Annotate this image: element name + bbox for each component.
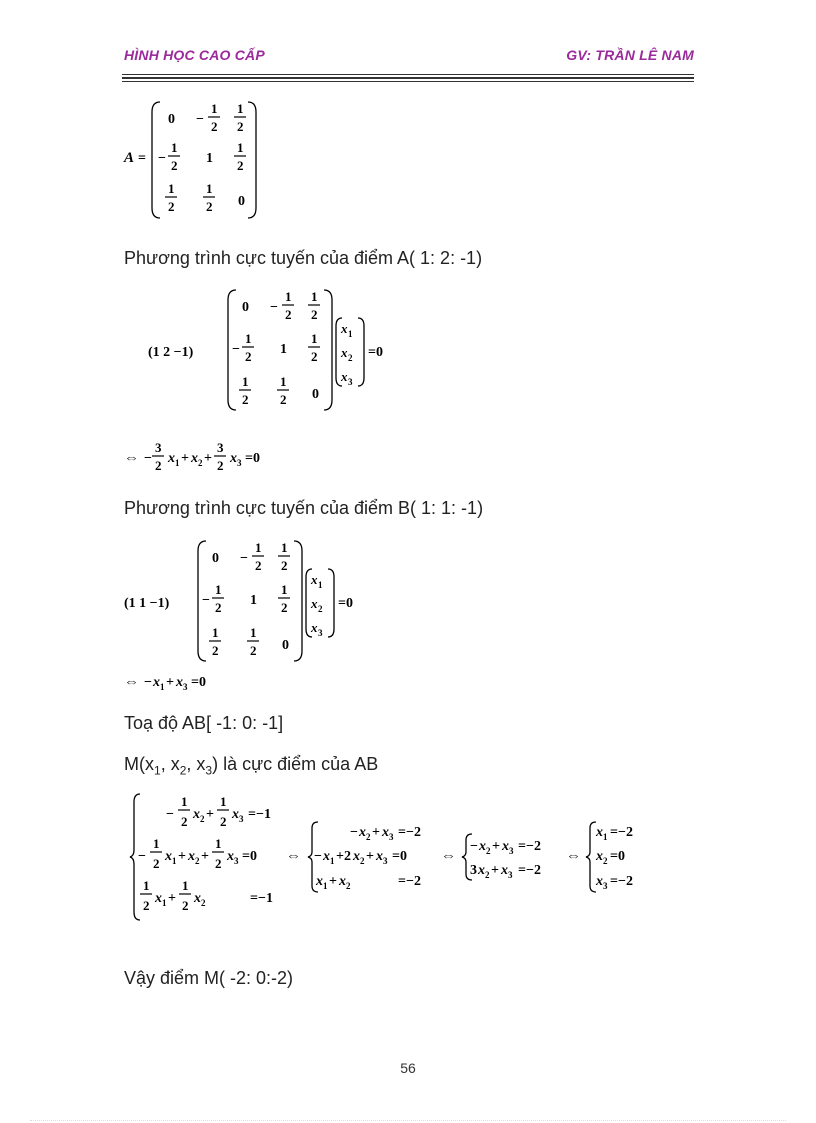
svg-text:=−1: =−1 <box>250 891 273 906</box>
svg-text:1: 1 <box>311 289 318 304</box>
svg-text:1: 1 <box>181 794 188 809</box>
svg-text:3: 3 <box>603 881 608 891</box>
svg-text:x: x <box>339 874 346 889</box>
svg-text:2: 2 <box>237 158 244 173</box>
svg-text:2: 2 <box>206 199 213 214</box>
svg-text:1: 1 <box>242 374 249 389</box>
svg-text:x: x <box>359 825 366 840</box>
svg-text:⇔: ⇔ <box>286 848 301 864</box>
svg-text:2: 2 <box>201 898 206 908</box>
svg-text:2: 2 <box>311 349 318 364</box>
svg-text:3: 3 <box>508 870 513 880</box>
svg-text:=−1: =−1 <box>248 807 271 822</box>
svg-text:2: 2 <box>485 870 490 880</box>
svg-text:x: x <box>479 839 486 854</box>
svg-text:1: 1 <box>215 582 222 597</box>
svg-text:+: + <box>206 807 214 822</box>
svg-text:2: 2 <box>181 814 188 829</box>
svg-text:0: 0 <box>312 387 319 402</box>
svg-text:0: 0 <box>212 551 219 566</box>
subscript: 3 <box>205 763 213 778</box>
svg-text:x: x <box>311 620 318 635</box>
svg-text:1: 1 <box>250 593 257 608</box>
svg-text:x: x <box>376 849 383 864</box>
svg-text:=−2: =−2 <box>518 863 541 878</box>
svg-text:−: − <box>166 807 174 822</box>
svg-text:3: 3 <box>155 440 162 455</box>
svg-text:2: 2 <box>280 392 287 407</box>
svg-text:+: + <box>372 825 380 840</box>
svg-text:=0: =0 <box>610 849 625 864</box>
svg-text:2: 2 <box>215 856 222 871</box>
svg-text:=0: =0 <box>245 451 260 466</box>
svg-text:1: 1 <box>603 832 608 842</box>
header-rule <box>122 81 694 82</box>
svg-text:3: 3 <box>237 458 242 468</box>
svg-text:2: 2 <box>198 458 203 468</box>
svg-text:−: − <box>270 300 278 315</box>
svg-text:3: 3 <box>389 832 394 842</box>
svg-text:−: − <box>314 849 322 864</box>
page-number: 56 <box>400 1060 416 1076</box>
paragraph-polar-a: Phương trình cực tuyến của điểm A( 1: 2: -1) <box>124 248 483 268</box>
header-author: GV: TRẦN LÊ NAM <box>566 47 694 63</box>
svg-text:⇔: ⇔ <box>124 674 139 690</box>
svg-text:1: 1 <box>215 836 222 851</box>
svg-text:x: x <box>501 863 508 878</box>
svg-text:+: + <box>168 891 176 906</box>
svg-text:3: 3 <box>239 814 244 824</box>
svg-text:2: 2 <box>366 832 371 842</box>
svg-text:x: x <box>341 369 348 384</box>
svg-text:1: 1 <box>206 151 213 166</box>
svg-text:x: x <box>311 572 318 587</box>
svg-text:3: 3 <box>509 846 514 856</box>
svg-text:2: 2 <box>250 643 257 658</box>
paragraph-pole-m <box>124 754 378 778</box>
svg-text:1: 1 <box>280 374 287 389</box>
svg-text:2: 2 <box>603 856 608 866</box>
svg-text:⇔: ⇔ <box>441 848 456 864</box>
svg-text:2: 2 <box>281 600 288 615</box>
svg-text:1: 1 <box>281 540 288 555</box>
svg-text:1: 1 <box>323 881 328 891</box>
polar-b-result <box>122 668 242 694</box>
svg-text:1: 1 <box>211 101 218 116</box>
svg-text:1: 1 <box>172 856 177 866</box>
header-rule <box>122 74 694 75</box>
svg-text:x: x <box>165 849 172 864</box>
svg-text:=0: =0 <box>392 849 407 864</box>
svg-text:A: A <box>124 150 135 166</box>
svg-text:1: 1 <box>280 342 287 357</box>
svg-text:x: x <box>596 874 603 889</box>
svg-text:+: + <box>492 839 500 854</box>
svg-text:1: 1 <box>212 625 219 640</box>
svg-text:x: x <box>478 863 485 878</box>
svg-text:+: + <box>366 849 374 864</box>
equation-system <box>128 790 658 925</box>
svg-text:−: − <box>232 342 240 357</box>
svg-text:−: − <box>144 675 152 690</box>
svg-text:x: x <box>153 675 160 690</box>
header-title: HÌNH HỌC CAO CẤP <box>124 47 265 63</box>
svg-text:2: 2 <box>195 856 200 866</box>
svg-text:x: x <box>191 451 198 466</box>
svg-text:1: 1 <box>162 898 167 908</box>
svg-text:2: 2 <box>285 307 292 322</box>
matrix-a-equation <box>120 96 270 226</box>
paragraph-ab-coords: Toạ độ AB[ -1: 0: -1] <box>124 713 284 733</box>
svg-text:+: + <box>201 849 209 864</box>
svg-text:2: 2 <box>171 158 178 173</box>
svg-text:1: 1 <box>237 101 244 116</box>
svg-text:⇔: ⇔ <box>124 450 139 466</box>
svg-text:1: 1 <box>311 331 318 346</box>
svg-text:x: x <box>176 675 183 690</box>
svg-text:x: x <box>596 849 603 864</box>
svg-text:2: 2 <box>182 898 189 913</box>
svg-text:=0: =0 <box>191 675 206 690</box>
svg-text:1: 1 <box>285 289 292 304</box>
svg-text:−: − <box>196 112 204 127</box>
svg-text:2: 2 <box>168 199 175 214</box>
svg-text:1: 1 <box>220 794 227 809</box>
svg-text:x: x <box>230 451 237 466</box>
svg-text:x: x <box>353 849 360 864</box>
svg-text:0: 0 <box>242 300 249 315</box>
svg-text:1: 1 <box>237 140 244 155</box>
svg-text:2: 2 <box>200 814 205 824</box>
svg-text:−: − <box>350 825 358 840</box>
polar-a-equation <box>146 286 396 416</box>
svg-text:1: 1 <box>153 836 160 851</box>
svg-text:+: + <box>329 874 337 889</box>
header-rule <box>122 77 694 79</box>
svg-text:3: 3 <box>183 682 188 692</box>
svg-text:2: 2 <box>211 119 218 134</box>
svg-text:=−2: =−2 <box>518 839 541 854</box>
svg-text:1: 1 <box>348 329 353 339</box>
svg-text:3: 3 <box>217 440 224 455</box>
text-fragment: , x <box>186 754 206 774</box>
svg-text:2: 2 <box>360 856 365 866</box>
svg-text:2: 2 <box>281 558 288 573</box>
subscript: 1 <box>154 763 161 778</box>
footer-divider <box>30 1120 786 1121</box>
svg-text:1: 1 <box>330 856 335 866</box>
svg-text:−: − <box>202 593 210 608</box>
svg-text:3: 3 <box>383 856 388 866</box>
svg-text:1: 1 <box>182 878 189 893</box>
svg-text:2: 2 <box>346 881 351 891</box>
svg-text:2: 2 <box>153 856 160 871</box>
svg-text:2: 2 <box>220 814 227 829</box>
svg-text:2: 2 <box>217 458 224 473</box>
svg-text:+: + <box>204 451 212 466</box>
svg-text:x: x <box>193 807 200 822</box>
svg-text:0: 0 <box>238 194 245 209</box>
svg-text:3: 3 <box>318 628 323 638</box>
svg-text:3: 3 <box>348 377 353 387</box>
svg-text:2: 2 <box>212 643 219 658</box>
svg-text:1: 1 <box>168 181 175 196</box>
svg-text:1: 1 <box>281 582 288 597</box>
svg-text:1: 1 <box>175 458 180 468</box>
svg-text:(1 1 −1): (1 1 −1) <box>124 596 170 611</box>
svg-text:x: x <box>311 596 318 611</box>
svg-text:+: + <box>491 863 499 878</box>
svg-text:1: 1 <box>250 625 257 640</box>
svg-text:x: x <box>316 874 323 889</box>
svg-text:x: x <box>188 849 195 864</box>
paragraph-polar-b: Phương trình cực tuyến của điểm B( 1: 1: -1) <box>124 498 484 518</box>
svg-text:x: x <box>168 451 175 466</box>
svg-text:=0: =0 <box>242 849 257 864</box>
svg-text:1: 1 <box>206 181 213 196</box>
svg-text:3: 3 <box>470 863 477 878</box>
svg-text:=: = <box>138 151 146 166</box>
svg-text:2: 2 <box>215 600 222 615</box>
svg-text:x: x <box>323 849 330 864</box>
svg-text:2: 2 <box>311 307 318 322</box>
text-fragment: ) là cực điểm của AB <box>212 754 379 774</box>
subscript: 2 <box>179 763 187 778</box>
svg-text:+: + <box>178 849 186 864</box>
svg-text:x: x <box>194 891 201 906</box>
svg-text:1: 1 <box>160 682 165 692</box>
svg-text:x: x <box>341 345 348 360</box>
polar-a-result <box>122 438 292 478</box>
svg-text:−: − <box>240 551 248 566</box>
text-fragment: M(x <box>124 754 154 774</box>
svg-text:2: 2 <box>318 604 323 614</box>
svg-text:x: x <box>502 839 509 854</box>
svg-text:⇔: ⇔ <box>566 848 581 864</box>
svg-text:x: x <box>341 321 348 336</box>
svg-text:+: + <box>166 675 174 690</box>
svg-text:2: 2 <box>143 898 150 913</box>
svg-text:+: + <box>181 451 189 466</box>
svg-text:1: 1 <box>255 540 262 555</box>
svg-text:1: 1 <box>318 580 323 590</box>
svg-text:x: x <box>227 849 234 864</box>
svg-text:0: 0 <box>282 638 289 653</box>
svg-text:2: 2 <box>155 458 162 473</box>
svg-text:0: 0 <box>168 112 175 127</box>
svg-text:+2: +2 <box>336 849 351 864</box>
svg-text:=−2: =−2 <box>398 825 421 840</box>
svg-text:x: x <box>232 807 239 822</box>
svg-text:=−2: =−2 <box>610 874 633 889</box>
svg-text:2: 2 <box>348 353 353 363</box>
svg-text:−: − <box>138 849 146 864</box>
svg-text:=0: =0 <box>368 345 383 360</box>
svg-text:x: x <box>382 825 389 840</box>
svg-text:2: 2 <box>255 558 262 573</box>
svg-text:2: 2 <box>237 119 244 134</box>
svg-text:x: x <box>596 825 603 840</box>
svg-text:1: 1 <box>143 878 150 893</box>
svg-text:=−2: =−2 <box>610 825 633 840</box>
svg-text:1: 1 <box>245 331 252 346</box>
text-fragment: , x <box>160 754 180 774</box>
svg-text:=−2: =−2 <box>398 874 421 889</box>
svg-text:2: 2 <box>245 349 252 364</box>
paragraph-conclusion: Vậy điểm M( -2: 0:-2) <box>124 968 294 988</box>
svg-text:−: − <box>144 451 152 466</box>
polar-b-equation <box>122 537 372 667</box>
svg-text:−: − <box>158 151 166 166</box>
svg-text:−: − <box>470 839 478 854</box>
svg-text:x: x <box>155 891 162 906</box>
svg-text:1: 1 <box>171 140 178 155</box>
svg-text:3: 3 <box>234 856 239 866</box>
svg-text:2: 2 <box>242 392 249 407</box>
svg-text:=0: =0 <box>338 596 353 611</box>
svg-text:2: 2 <box>486 846 491 856</box>
svg-text:(1 2 −1): (1 2 −1) <box>148 345 194 360</box>
